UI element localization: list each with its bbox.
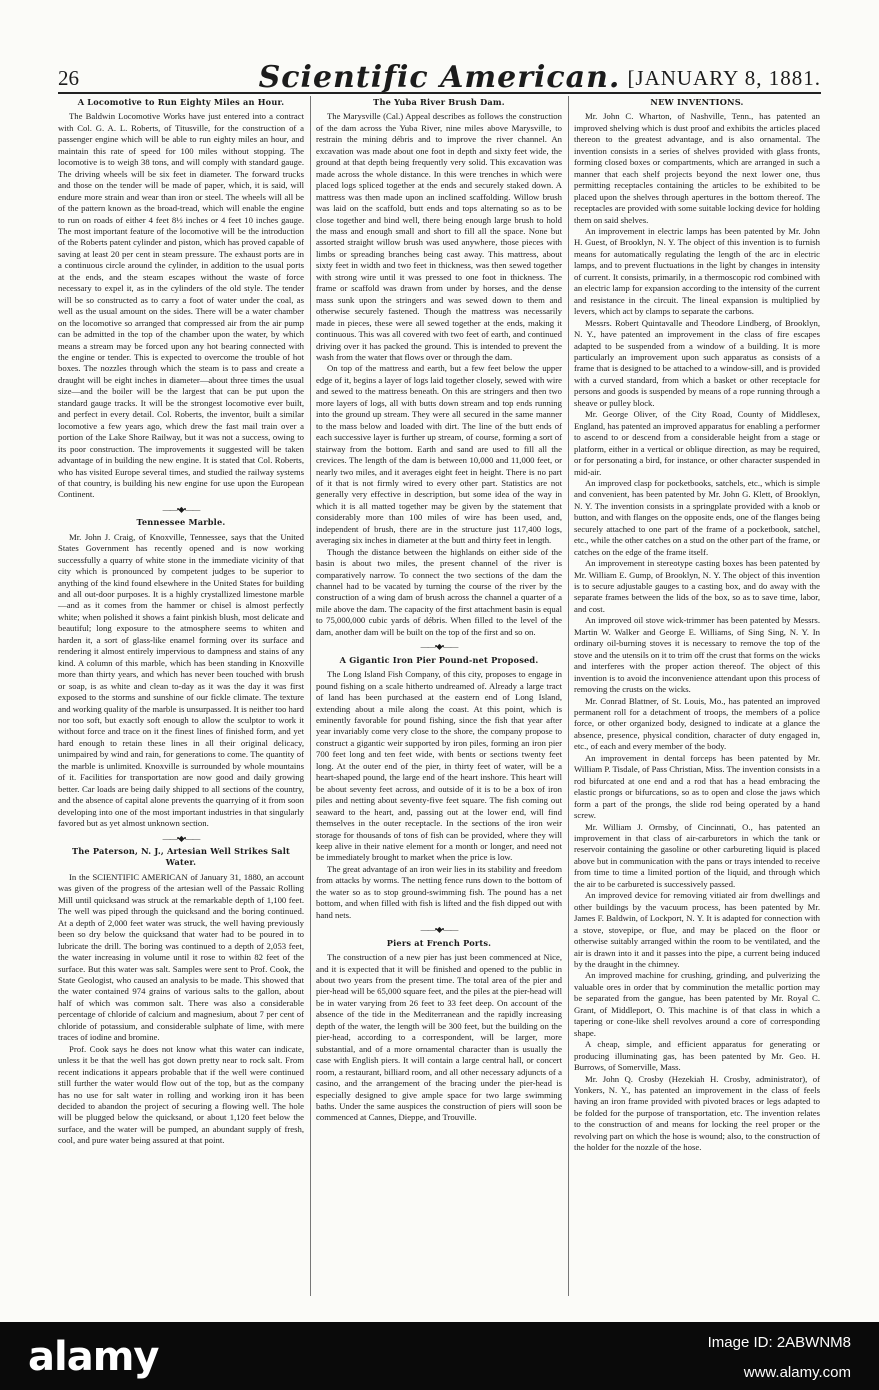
article-paragraph: Messrs. Robert Quintavalle and Theodore Lindberg, of Brooklyn, N. Y., have patented an improvement in the class of fire escapes adapted to be suspended from a window of a building. It is more particularly an improvement upon such apparatus as consists of a frame that is designed to be attached to a window-sill, and is provided with a curved standard, from which a basket or other receptacle for persons and goods is suspended by means of a rope running through a sheave or pulley block. [574,317,820,408]
article-paragraph: Mr. Conrad Blattner, of St. Louis, Mo., has patented an improved permanent roll for a detachment of troops, the members of a police force, or other organized body, designed to indicate at a glance the absence, presence, physical condition, character of duty engaged in, etc., of each and every member of the body. [574,695,820,752]
article-paragraph: Mr. John C. Wharton, of Nashville, Tenn., has patented an improved shelving which is dust proof and exhibits the articles placed thereon to the greatest advantage, and is also ornamental. The invention consists in a series of shelves provided with glass fronts, forming closed boxes or compartments, which are arranged in such a manner that each shelf projects beyond the next lower one, thus permitting receptacles containing the articles to be exhibited to be placed upon the shelves through apertures in the bottom thereof. The receptacles are provided with some suitable locking device for holding them on said shelves. [574,111,820,225]
article-paragraph: An improvement in stereotype casting boxes has been patented by Mr. William E. Gump, of Brooklyn, N. Y. The object of this invention is to secure adjustable gauges to a casting box, and do away with the separate frames between the lids of the box, so as to save time, labor, and cost. [574,558,820,614]
page-number: 26 [58,66,79,90]
article-new-inventions [574,97,820,1154]
article-paragraph: Mr. John J. Craig, of Knoxville, Tennessee, says that the United States Government has recently opened and is now working successfully a quarry of white stone in the immediate vicinity of that city which is pronounced by competent judges to be superior to anything of the kind found elsewhere in the United States for building and all out-door purposes. It is a highly crystallized limestone marble—and as it comes from the hammer or chisel is almost perfectly white; when polished it shows a faint pinkish blush, most delicate and beautiful; long exposure to the atmosphere seems to whiten and harden it, a sort of glass-like enamel forming over its surface and rendering it almost entirely impervious to dampness and stains of any kind. A column of this marble, which has been standing in Knoxville more than thirty years, and which has never been touched with brush or soap, is as white and clean to-day as it was the day it was first exposed to the storms and sunshine of our fickle climate. The texture and working quality of the marble is unsurpassed. It is neither too hard nor too soft, but exactly soft enough to allow the sculptor to work it without force and trace on it the finest lines of finished form, and yet hard enough to retain these lines in all their original delicacy, unimpaired by wind and rain, for generations to come. The quantity of the marble is unlimited. Knoxville is surrounded by whole mountains of it. Facilities for transportation are now good and daily growing better. Car loads are being daily shipped to all sections of the country, and the absence of capital alone prevents the quarrying of it from soon developing into one of the most important industries in that singularly favored but as yet almost unknown section. [58,531,304,829]
column-divider [568,96,569,1296]
column-divider [310,96,311,1296]
article-paragraph: Though the distance between the highlands on either side of the basin is about two miles, the present channel of the river is comparatively narrow. To connect the two sections of the dam the channel had to be vacated by turning the course of the river by the construction of a wing dam of brush across the channel a quarter of a mile above the dam. The capacity of the first attachment basin is equal to 75,000,000 cubic yards of débris. When filled to the level of the dam, another dam will be built on the top of the first and so on. [316,546,562,637]
article-title: The Paterson, N. J., Artesian Well Strikes Salt Water. [71,846,291,868]
article-french-piers [316,938,562,1124]
issue-date: [JANUARY 8, 1881. [627,66,821,90]
article-paragraph: An improved clasp for pocketbooks, satchels, etc., which is simple and convenient, has been patented by Mr. John G. Klett, of Brooklyn, N. Y. The invention consists in a springplate provided with a knob or button, and with flanges on the opposite ends, one of the flanges being securely attached to one part of the frame of a pocketbook, satchel, etc., while the other catches on a stud on the other part of the frame, or catches on the edge of the frame itself. [574,477,820,557]
article-paragraph: In the SCIENTIFIC AMERICAN of January 31, 1880, an account was given of the progress of the artesian well of the Passaic Rolling Mill until quicksand was struck at the remarkable depth of 1,100 feet. The well was piped through the quicksand and the boring continued. At a depth of 2,000 feet water was struck, the well having previously been so dry below the quicksand that water had to be poured in to lubricate the drill. The boring was continued to a depth of 2,053 feet, the water increasing in volume until it rose to within 82 feet of the surface. But this water was salt. Samples were sent to Prof. Cook, the State Geologist, who caused an analysis to be made. This showed that the water contained 974 grains of various salts to the gallon, about half of which was common salt. There was also a considerable percentage of chloride of calcium and magnesium, about 7 per cent of chloride of potassium, and considerable sulphate of lime, with mere traces of iodine and bromine. [58,871,304,1043]
article-title: The Yuba River Brush Dam. [373,97,505,107]
article-title: A Gigantic Iron Pier Pound-net Proposed. [339,654,539,665]
article-paragraph: An improved oil stove wick-trimmer has been patented by Messrs. Martin W. Walker and George E. Williams, of Sing Sing, N. Y. In ordinary oil-burning stoves it is necessary to remove the top of the stove and the utensils on it to trim off the crust that forms on the wicks and interferes with the proper action thereof. The object of this invention is to avoid the inconvenience attendant upon this process of removing the crusts on the wicks. [574,615,820,695]
column-1 [58,96,304,1147]
article-yuba-river-dam [316,97,562,638]
article-paragraph: A cheap, simple, and efficient apparatus for generating or producing illuminating gas, has been patented by Mr. Geo. H. Burrows, of Somerville, Mass. [574,1039,820,1073]
watermark-banner [0,1322,879,1390]
masthead-title: Scientific American. [258,60,621,95]
alamy-logo: alamy [28,1334,159,1380]
article-paragraph: An improvement in dental forceps has been patented by Mr. William P. Tisdale, of Pass Christian, Miss. The invention consists in a rod bifurcated at one end and a rod that has a head embracing the elastic prongs or bifurcations, so as to open and close the jaws which form a part of the prongs, the slide rod being operated by a hand screw. [574,752,820,821]
article-locomotive [58,97,304,501]
article-paragraph: Mr. George Oliver, of the City Road, County of Middlesex, England, has patented an improved apparatus for enabling a performer to ascend to or descend from a considerable height from a stage or platform, either in a vertical or oblique direction, as may be required, or for personating a bird, for instance, or other character suspended in mid-air. [574,409,820,477]
article-paragraph: The construction of a new pier has just been commenced at Nice, and it is expected that it will be finished and opened to the public in about two years from the present time. The total area of the pier and pier-head will be 65,000 square feet, and the piles at the pier-head will be in water varying from 26 feet to 33 feet deep. On account of the absence of the tide in the Mediterranean and the rapidly increasing depth of the water, the length will be 300 feet, but the building on the pier-head, according to a correspondent, will be larger, more substantial, and of a more ornamental character than is usually the case with English piers. It will contain a large central hall, or concert room, a restaurant, billiard room, and all other necessary adjuncts of a casino, and the arrangement of the bracing under the pier-head is especially designed to give ample space for two large swimming baths. Under the same auspices the construction of piers will soon be commenced at Cannes, Dieppe, and Trouville. [316,952,562,1123]
article-iron-pier [316,655,562,921]
article-title: Tennessee Marble. [136,517,226,528]
page-header [58,60,821,95]
image-id-block [708,1328,851,1388]
section-ornament [58,504,304,515]
article-paragraph: Prof. Cook says he does not know what this water can indicate, unless it be that the well has got down pretty near to rock salt. From recent indications it appears probable that if the well were continued still further the water would flow out of the top, but as the company has no use for salt water in rolling and working iron it has been decided to abandon the project of securing a flowing well. The hole will be plugged below the quicksand, or about 1,120 feet below the surface, and the water will be pumped, an abundant supply of fresh, cool, and pure water being assured at that point. [58,1043,304,1146]
article-paragraph: An improved device for removing vitiated air from dwellings and other buildings by the vacuum process, has been patented by Mr. James F. Baldwin, of Lockport, N. Y. It is adapted for connection with a stove, stovepipe, or flue, and may be placed on the floor or otherwise suitably arranged within the room to be ventilated, and the air is drawn into it and it passes into the pipe, a current being induced by the draught in the chimney. [574,890,820,969]
article-title: A Locomotive to Run Eighty Miles an Hour. [77,97,285,107]
article-paragraph: The Baldwin Locomotive Works have just entered into a contract with Col. G. A. L. Roberts, of Titusville, for the construction of a passenger engine which will be able to run eighty miles an hour, and maintain this rate of speed for 100 miles without stopping. The locomotive is to weigh 38 tons, and will comply with standard gauge. The driving wheels will be six feet in diameter. The forward trucks and those on the tender will be made of paper, which, it is said, will endure more strain and wear than iron or steel. The wheels will all be of the pattern known as the broad-tread, which will enable the engine to run on roads of either 4 feet 8½ inches or 4 feet 10 inches gauge. The most important feature of the locomotive will be the introduction of the Roberts patent cylinder and piston, which has proved capable of saving at least 20 per cent in steam pressure. The exhaust ports are in a continuous circle around the cylinder, in addition to the usual ports at the ends, and the steam escapes without the waste of force necessary to expel it, as in the cylinders of the old style. The tender will be so constructed as to carry a foot of water under the coal, as well as the usual amount on the sides. There will be a water chamber on the locomotive so arranged that compressed air from the air pump can be admitted in the top of the chamber upon the water, by which means a stream may be forced upon any hot bearing connected with the engine or tender. This is expected to overcome the trouble of hot boxes. The nozzles through which the steam is to pass and create a draught will be eight inches in diameter—about three times the usual size—and the boiler will be the largest that can be put upon the standard gauge tracks. It will be the strongest locomotive ever built, and perfect in every detail. Col. Roberts, the inventor, built a similar locomotive a few years ago, which drew the fast mail train over a portion of the Lake Shore Railway, but it was not a success, owing to its poor construction. The improvements it suggested will be taken advantage of in building the new engine. It is stated that Col. Roberts, who has visited Europe several times, and studied the railway systems of that country, is building his new engine for use upon the European Continent. [58,111,304,500]
article-title: Piers at French Ports. [386,937,492,948]
article-paragraph: Mr. John Q. Crosby (Hezekiah H. Crosby, administrator), of Yonkers, N. Y., has patented an improvement in the class of feels having an iron frame provided with pivoted braces or legs adapted to be folded for the purpose of transportation, etc. The invention relates to the construction of and means for locking the reel proper or the revolving part on which the hose is wound; also, to the construction of the holder for the nozzle of the hose. [574,1073,820,1153]
section-ornament [316,924,562,935]
article-paragraph: The Marysville (Cal.) Appeal describes as follows the construction of the dam across the Yuba River, nine miles above Marysville, to restrain the mining débris and to improve the river channel. An excavation was made about one foot in depth and sixty feet wide, the ground at that depth being frequently very solid. This excavation was made across the whole distance. In this were trenches in which were placed logs spliced together at the ends and securely staked down. A mattress was then made upon an inclined scaffolding. Willow brush was laid on the scaffold, butt ends and tops alternating so as to be close together and bind well, there being enough large brush to hold the mass and enough small and short to fill all the space. None but assorted straight willow brush was used anywhere, those pieces with limbs or spreading branches being cast away. This mattress, about sixty feet in width and two feet in thickness, was then sewed together with strong wire until it was pressed to one foot in thickness. The frame or scaffold was drawn from under by horses, and the dense mass sunk upon the stringers and was sewed down to them and otherwise securely fastened. Though the mattress was necessarily made in pieces, these were all sewed together at the ends, making it continuous. This was all covered with two feet of earth, and continued driving over it has packed the ground. This is intended to prevent the wash from the water that flows over or through the dam. [316,111,562,362]
article-paragraph: On top of the mattress and earth, but a few feet below the upper edge of it, begins a layer of logs laid together closely, sewed with wire and sewed to the mattress beneath. On this are stringers and then two more layers of logs, all with butts down stream and top ends running into the ground up stream. They were all secured in the same manner to the mass below and loaded with dirt. The line of the butt ends of each successive layer is further up stream, of course, forming a sort of stairway from the bottom. Earth and sand are used to fill all the crevices. The length of the dam is between 10,000 and 11,000 feet, or nearly two miles, and it averages eight feet in height. There is no part of it that is not firmly wired to every other part. Statistics are not generally very effective in description, but some idea of the way in which it is all matted together may be given by the statement that considerably more than 100 miles of wire has been used, and, independent of brush, there are in the structure just 117,400 logs, averaging six inches in diameter at the butt and thirty feet in length. [316,363,562,546]
article-title: NEW INVENTIONS. [650,97,744,107]
site-url: www.alamy.com [743,1364,851,1381]
image-id: Image ID: 2ABWNM8 [707,1334,851,1351]
header-rule [58,92,821,94]
article-paragraph: An improvement in electric lamps has been patented by Mr. John H. Guest, of Brooklyn, N. Y. The object of this invention is to furnish means for automatically regulating the length of the arc in electric lamps, and to prevent fluctuations in the light by changes in intensity of current. It consists, primarily, in a thermoscopic rod combined with an electric lamp for expansion according to the intensity of the current and resistance in the circuit. The lineal expansion is multiplied by levers, which act by clamps to separate the carbons. [574,225,820,317]
article-paragraph: The great advantage of an iron weir lies in its stability and freedom from attacks by worms. The netting fence runs down to the bottom of the water so as to stop ground-swimming fish. The pound has a net bottom, and when filled with fish is lifted and the fish dipped out with hand nets. [316,863,562,920]
article-paragraph: An improved machine for crushing, grinding, and pulverizing the valuable ores in order that by comminution the metallic portion may be separated from the gangue, has been patented by Mr. Royal C. Grant, of Middleport, O. This machine is of that class in which a tapering or cone-like shell revolves around a core of corresponding shape. [574,970,820,1038]
article-tennessee-marble [58,517,304,829]
section-ornament [316,641,562,652]
section-ornament [58,833,304,844]
column-3 [574,96,820,1154]
article-paragraph: The Long Island Fish Company, of this city, proposes to engage in pound fishing on a scale hitherto undreamed of. Already a large tract of land has been purchased at the eastern end of Long Island, extending about a mile along the coast. At this point, which is eminently favorable for pound fishing, since the fish that year after year invariably come very close to the shore, the company propose to construct a gigantic weir supported by iron piles, forming an iron pier 700 feet long and ten feet wide, with bents or sections twenty feet long. At the outer end of the pier, in thirty feet of water, will be a heart-shaped pound, the large end of the heart inshore. This heart will be about seventy feet across, and outside of it is to be a box of iron piles and netting about seventy-five feet square. The fish coming out seaward to the heart, and, passing out at the lower end, will find themselves in the outer receptacle. In the sections of the iron weir storage for thousands of tons of fish can be provided, where they will keep alive in their native element for a month or longer, and need not be immediately brought to market when the price is low. [316,669,562,863]
article-paragraph: Mr. William J. Ormsby, of Cincinnati, O., has patented an improvement in that class of air-carburetors in which the tank or reservoir containing the gasoline or other carbureting liquid is placed above but in communication with the pans or trays intended to receive from time to time a limited portion of the liquid, and through which the air to be carbureted is successively passed. [574,821,820,889]
column-2 [316,96,562,1124]
article-artesian-well [58,846,304,1147]
